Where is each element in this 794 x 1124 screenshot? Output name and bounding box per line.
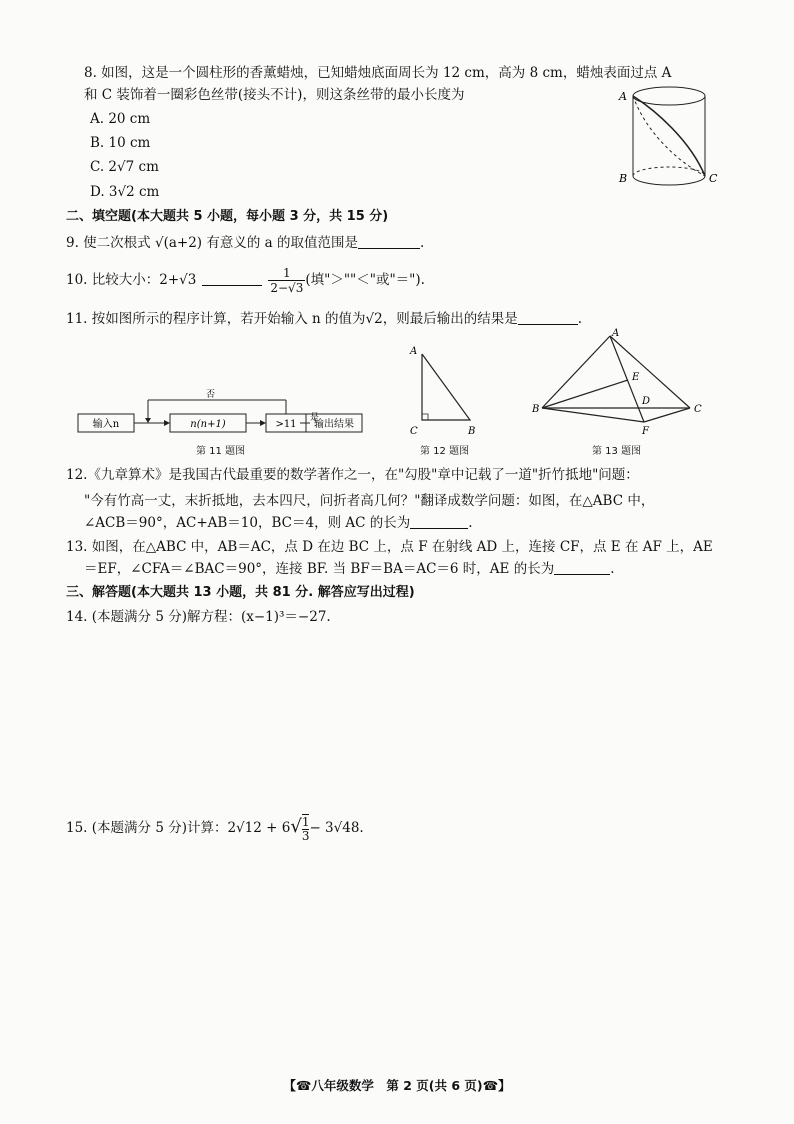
fig13-label-e: E — [632, 372, 640, 383]
q9 — [66, 234, 424, 252]
fig13-label-a: A — [612, 328, 620, 339]
cyl-label-a: A — [619, 90, 627, 103]
q13-line1: 13. 如图，在△ABC 中，AB＝AC，点 D 在边 BC 上，点 F 在射线 AD 上，连接 CF，点 E 在 AF 上，AE — [66, 539, 713, 555]
fig11-caption: 第 11 题图 — [196, 446, 246, 457]
q12-answer-blank[interactable] — [410, 514, 468, 529]
q11-end: . — [577, 311, 583, 327]
fig12-label-c: C — [410, 426, 418, 437]
q13-line2-text: ＝EF，∠CFA＝∠BAC＝90°，连接 BF. 当 BF＝BA＝AC＝6 时，AE 的长为 — [84, 561, 555, 577]
cylinder-figure — [615, 80, 725, 190]
q15 — [66, 812, 364, 843]
fig12-label-a: A — [410, 346, 418, 357]
fig13-caption: 第 13 题图 — [592, 446, 642, 457]
q9-end: . — [419, 235, 425, 251]
flow-compare: >11 — [275, 419, 297, 430]
q15-rest: − 3√48. — [309, 820, 364, 836]
q10-hint: (填"＞""＜"或"＝"). — [305, 272, 425, 288]
fig12-label-b: B — [468, 426, 476, 437]
q12-line1: 12.《九章算术》是我国古代最重要的数学著作之一，在"勾股"章中记载了一道"折竹抵地"问题： — [66, 467, 639, 483]
q8-line1: 8. 如图，这是一个圆柱形的香薰蜡烛，已知蜡烛底面周长为 12 cm，高为 8 cm，蜡烛表面过点 A — [84, 65, 672, 81]
q10-frac-num: 1 — [268, 266, 305, 281]
flow-output-box — [306, 414, 386, 434]
section-2-heading: 二、填空题(本大题共 5 小题，每小题 3 分，共 15 分) — [66, 209, 389, 224]
flow-yes: 是 — [310, 413, 320, 423]
q8-option-c: C. 2√7 cm — [90, 159, 159, 175]
q15-text: 15. (本题满分 5 分)计算：2√12 + 6 — [66, 820, 291, 836]
q11-answer-blank[interactable] — [518, 310, 578, 325]
fig13-label-d: D — [642, 396, 651, 407]
flow-input: 输入n — [92, 419, 120, 430]
flow-output: 输出结果 — [314, 419, 354, 430]
flow-formula: n(n+1) — [190, 419, 226, 430]
q10-fraction — [268, 266, 305, 295]
q14-answer-area[interactable] — [66, 630, 726, 810]
q13-answer-blank[interactable] — [554, 560, 610, 575]
cyl-label-b: B — [619, 172, 628, 185]
section-3-heading: 三、解答题(本大题共 13 小题，共 81 分. 解答应写出过程) — [66, 585, 415, 600]
q15-sqrt-sign: √ — [290, 816, 302, 837]
page-footer: 【☎八年级数学 第 2 页(共 6 页)☎】 — [283, 1078, 511, 1093]
q13-end: . — [610, 561, 615, 577]
q12-line3 — [84, 514, 473, 532]
q14: 14. (本题满分 5 分)解方程：(x−1)³＝−27. — [66, 609, 331, 625]
q12-line2: "今有竹高一丈，末折抵地，去本四尺，问折者高几何？"翻译成数学问题：如图，在△ABC 中， — [84, 493, 655, 509]
triangle-figure-12 — [408, 344, 488, 440]
q10-frac-den: 2−√3 — [270, 281, 304, 295]
q8-line2: 和 C 装饰着一圈彩色丝带(接头不计)，则这条丝带的最小长度为 — [84, 87, 465, 103]
triangle-figure-13 — [530, 330, 710, 440]
q10-answer-blank[interactable] — [202, 271, 262, 286]
q15-frac-num: 1 — [301, 815, 310, 829]
q15-answer-area[interactable] — [66, 850, 726, 1060]
fig12-caption: 第 12 题图 — [420, 446, 470, 457]
q12-line3-text: ∠ACB＝90°，AC+AB＝10，BC＝4，则 AC 的长为 — [84, 515, 411, 531]
fig13-label-c: C — [694, 404, 702, 415]
q10 — [66, 266, 425, 295]
flow-no: 否 — [206, 390, 216, 400]
fig13-label-f: F — [642, 426, 649, 437]
q11 — [66, 310, 582, 328]
q8-option-d: D. 3√2 cm — [90, 184, 160, 200]
q8-option-a: A. 20 cm — [90, 111, 151, 127]
fig13-label-b: B — [532, 404, 540, 415]
cyl-label-c: C — [709, 172, 718, 185]
q8-option-b: B. 10 cm — [90, 135, 151, 151]
q13-line2 — [84, 560, 615, 578]
q11-text: 11. 按如图所示的程序计算，若开始输入 n 的值为√2，则最后输出的结果是 — [66, 311, 518, 327]
q12-end: . — [468, 515, 473, 531]
q15-frac-den: 3 — [301, 829, 310, 843]
q9-text: 9. 使二次根式 √(a+2) 有意义的 a 的取值范围是 — [66, 235, 358, 251]
q10-text: 10. 比较大小：2+√3 — [66, 272, 197, 288]
q9-answer-blank[interactable] — [358, 234, 420, 249]
